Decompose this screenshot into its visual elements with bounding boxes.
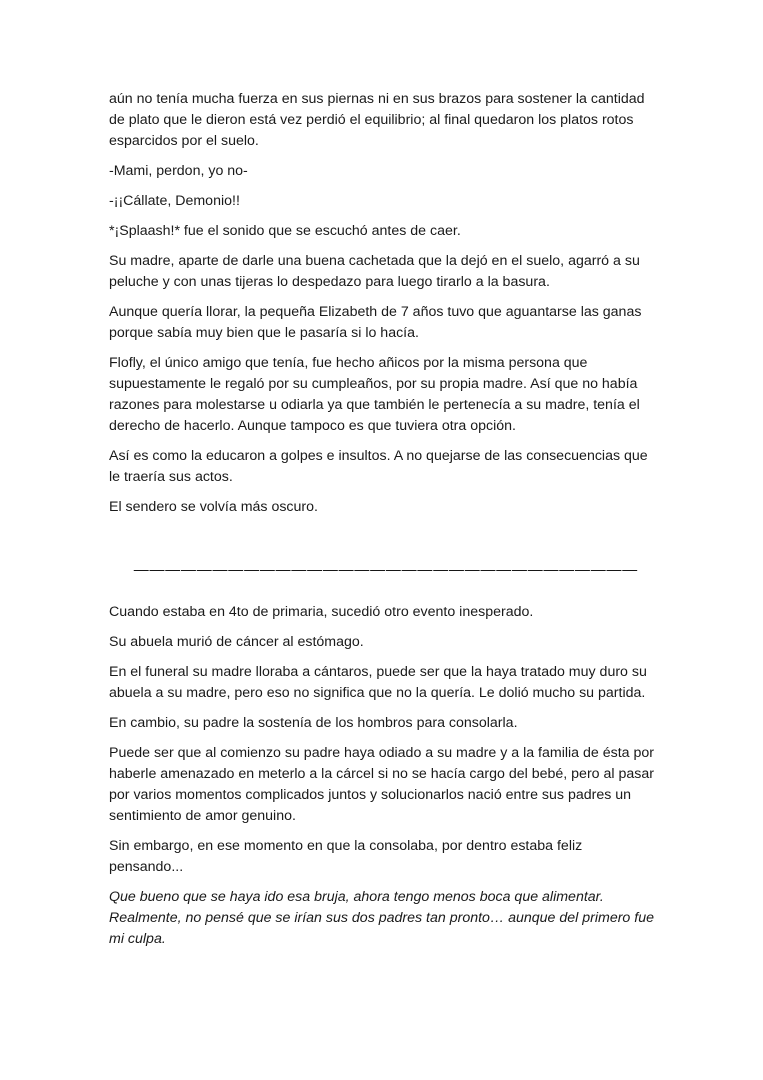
paragraph-flofly: Floﬂy, el único amigo que tenía, fue hecho añicos por la misma persona que supuestamente le regaló por su cumpleaños, por su propia madre. Así que no había razones para molestarse u odiarla ya que también le pertenecía a su madre, tenía el derecho de hacerlo. Aunque tampoco es que tuviera otra opción. (109, 355, 640, 434)
paragraph-grandmother-death: Su abuela murió de cáncer al estómago. (109, 634, 364, 650)
paragraph-funeral: En el funeral su madre lloraba a cántaros, puede ser que la haya tratado muy duro su abuela a su madre, pero eso no signiﬁca que no la quería. Le dolió mucho su partida. (109, 664, 647, 701)
paragraph-slap: Su madre, aparte de darle una buena cachetada que la dejó en el suelo, agarró a su peluche y con unas tijeras lo despedazo para luego tirarlo a la basura. (109, 253, 640, 290)
dialogue-apology: -Mami, perdon, yo no- (109, 163, 248, 179)
paragraph-splash-sound: *¡Splaash!* fue el sonido que se escuchó antes de caer. (109, 223, 461, 239)
paragraph-holding-tears: Aunque quería llorar, la pequeña Elizabeth de 7 años tuvo que aguantarse las ganas porque sabía muy bien que le pasaría si lo hacía. (109, 304, 642, 341)
paragraph-parents-love: Puede ser que al comienzo su padre haya odiado a su madre y a la familia de ésta por haberle amenazado en meterlo a la cárcel si no se hacía cargo del bebé, pero al pasar por varios momentos complicados juntos y solucionarlos nació entre sus padres un sentimiento de amor genuino. (109, 745, 654, 824)
paragraph-plates-fall: aún no tenía mucha fuerza en sus piernas ni en sus brazos para sostener la cantidad de plato que le dieron está vez perdió el equilibrio; al final quedaron los platos rotos esparcidos por el suelo. (109, 91, 645, 149)
paragraph-dark-path: El sendero se volvía más oscuro. (109, 499, 318, 515)
section-separator: ________________________________ (134, 544, 639, 574)
dialogue-shout: -¡¡Cállate, Demonio!! (109, 193, 240, 209)
paragraph-inner-thought: Sin embargo, en ese momento en que la consolaba, por dentro estaba feliz pensando... (109, 838, 583, 875)
paragraph-father-consoling: En cambio, su padre la sostenía de los hombros para consolarla. (109, 715, 518, 731)
italic-thought: Que bueno que se haya ido esa bruja, ahora tengo menos boca que alimentar. Realmente, no pensé que se irían sus dos padres tan pronto… aunque del primero fue mi culpa. (109, 889, 654, 947)
document-page (109, 89, 657, 959)
paragraph-fourth-grade: Cuando estaba en 4to de primaria, sucedió otro evento inesperado. (109, 604, 534, 620)
paragraph-education: Así es como la educaron a golpes e insultos. A no quejarse de las consecuencias que le traería sus actos. (109, 448, 648, 485)
